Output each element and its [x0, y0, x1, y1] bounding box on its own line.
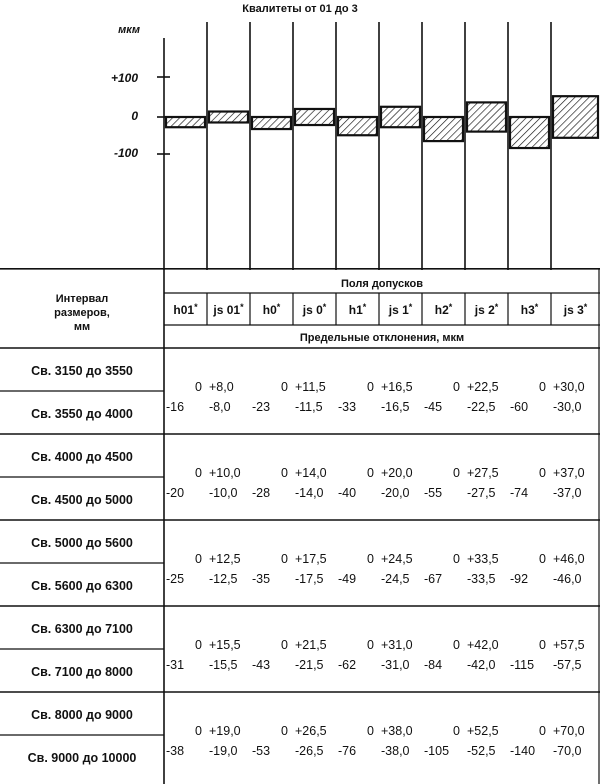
lower-deviation: -115 — [510, 658, 535, 672]
lower-deviation: -46,0 — [553, 572, 582, 586]
upper-deviation: +37,0 — [553, 466, 585, 480]
tolerance-bar — [510, 117, 549, 148]
column-header-star: * — [534, 302, 539, 312]
lower-deviation: -84 — [424, 658, 443, 672]
upper-deviation: 0 — [367, 466, 374, 480]
upper-deviation: 0 — [195, 638, 202, 652]
column-header — [388, 302, 413, 317]
range-label: Св. 8000 до 9000 — [31, 708, 133, 722]
interval-header-line3: мм — [73, 321, 91, 333]
column-header-name: js 1 — [388, 303, 409, 317]
upper-deviation: +22,5 — [467, 380, 499, 394]
upper-deviation: 0 — [195, 724, 202, 738]
lower-deviation: -8,0 — [209, 400, 231, 414]
lower-deviation: -27,5 — [467, 486, 496, 500]
lower-deviation: -26,5 — [295, 744, 324, 758]
upper-deviation: +17,5 — [295, 552, 327, 566]
lower-deviation: -30,0 — [553, 400, 582, 414]
table-body — [28, 302, 588, 765]
upper-deviation: +57,5 — [553, 638, 585, 652]
tolerance-bar — [252, 117, 291, 129]
lower-deviation: -38 — [166, 744, 185, 758]
upper-deviation: +11,5 — [295, 380, 326, 394]
column-header-name: h0 — [262, 303, 277, 317]
upper-deviation: +70,0 — [553, 724, 585, 738]
upper-deviation: 0 — [453, 724, 460, 738]
column-header-name: h01 — [173, 303, 195, 317]
lower-deviation: -33,5 — [467, 572, 496, 586]
upper-deviation: 0 — [281, 724, 288, 738]
lower-deviation: -25 — [166, 572, 185, 586]
column-header-name: h3 — [520, 303, 535, 317]
lower-deviation: -19,0 — [209, 744, 238, 758]
y-tick-minus100: -100 — [113, 146, 138, 160]
lower-deviation: -21,5 — [295, 658, 324, 672]
upper-deviation: +12,5 — [209, 552, 241, 566]
lower-deviation: -140 — [510, 744, 536, 758]
upper-deviation: +33,5 — [467, 552, 499, 566]
column-header — [302, 302, 327, 317]
lower-deviation: -24,5 — [381, 572, 410, 586]
upper-deviation: +31,0 — [381, 638, 413, 652]
interval-header — [54, 293, 110, 333]
upper-deviation: +26,5 — [295, 724, 327, 738]
upper-deviation: 0 — [195, 466, 202, 480]
lower-deviation: -20,0 — [381, 486, 410, 500]
upper-deviation: +14,0 — [295, 466, 327, 480]
lower-deviation: -67 — [424, 572, 443, 586]
lower-deviation: -42,0 — [467, 658, 496, 672]
column-header — [349, 302, 367, 317]
tolerance-bar — [553, 96, 598, 138]
lower-deviation: -53 — [252, 744, 271, 758]
column-header — [521, 302, 539, 317]
upper-deviation: +15,5 — [209, 638, 241, 652]
tolerance-bar — [424, 117, 463, 141]
upper-deviation: 0 — [367, 380, 374, 394]
lower-deviation: -17,5 — [295, 572, 324, 586]
range-label: Св. 4500 до 5000 — [31, 493, 133, 507]
upper-deviation: +27,5 — [467, 466, 499, 480]
tolerance-table — [0, 268, 600, 784]
lower-deviation: -105 — [424, 744, 450, 758]
chart-gridlines — [207, 22, 551, 270]
upper-deviation: +10,0 — [209, 466, 241, 480]
upper-deviation: 0 — [281, 466, 288, 480]
range-label: Св. 5600 до 6300 — [31, 579, 133, 593]
lower-deviation: -16,5 — [381, 400, 410, 414]
upper-deviation: 0 — [539, 466, 546, 480]
column-header-star: * — [276, 302, 281, 312]
column-header-name: js 01 — [213, 303, 241, 317]
upper-deviation: +21,5 — [295, 638, 327, 652]
column-header — [173, 302, 198, 317]
upper-deviation: 0 — [281, 552, 288, 566]
lower-deviation: -35 — [252, 572, 271, 586]
tolerance-bar — [209, 112, 248, 123]
tolerance-bar — [338, 117, 377, 135]
column-header-name: h1 — [348, 303, 363, 317]
y-axis-unit: мкм — [118, 24, 140, 36]
lower-deviation: -11,5 — [295, 400, 323, 414]
lower-deviation: -10,0 — [209, 486, 238, 500]
upper-deviation: +30,0 — [553, 380, 585, 394]
upper-deviation: +16,5 — [381, 380, 413, 394]
range-label: Св. 7100 до 8000 — [31, 665, 133, 679]
range-label: Св. 3550 до 4000 — [31, 407, 133, 421]
upper-deviation: 0 — [539, 638, 546, 652]
column-header-star: * — [194, 302, 198, 312]
chart-title: Квалитеты от 01 до 3 — [242, 3, 358, 15]
lower-deviation: -20 — [166, 486, 185, 500]
deviations-header: Предельные отклонения, мкм — [299, 332, 465, 344]
lower-deviation: -62 — [338, 658, 357, 672]
column-header-name: js 2 — [474, 303, 495, 317]
range-label: Св. 4000 до 4500 — [31, 450, 133, 464]
lower-deviation: -37,0 — [553, 486, 582, 500]
lower-deviation: -22,5 — [467, 400, 496, 414]
tolerance-bar — [166, 117, 205, 127]
upper-deviation: +52,5 — [467, 724, 499, 738]
upper-deviation: +19,0 — [209, 724, 241, 738]
upper-deviation: +38,0 — [381, 724, 413, 738]
column-header-star: * — [583, 302, 588, 312]
lower-deviation: -16 — [166, 400, 185, 414]
upper-deviation: 0 — [367, 552, 374, 566]
fields-header: Поля допусков — [341, 278, 423, 290]
upper-deviation: 0 — [539, 724, 546, 738]
upper-deviation: 0 — [195, 552, 202, 566]
column-header-name: h2 — [434, 303, 449, 317]
upper-deviation: 0 — [281, 638, 288, 652]
lower-deviation: -92 — [510, 572, 529, 586]
lower-deviation: -28 — [252, 486, 271, 500]
upper-deviation: 0 — [281, 380, 288, 394]
lower-deviation: -38,0 — [381, 744, 410, 758]
tolerance-bar — [295, 109, 334, 125]
upper-deviation: +24,5 — [381, 552, 413, 566]
range-label: Св. 9000 до 10000 — [27, 751, 137, 765]
tolerance-bar — [381, 107, 420, 127]
upper-deviation: 0 — [453, 380, 460, 394]
lower-deviation: -60 — [510, 400, 529, 414]
column-header-star: * — [494, 302, 499, 312]
upper-deviation: 0 — [367, 638, 374, 652]
lower-deviation: -74 — [510, 486, 529, 500]
range-label: Св. 5000 до 5600 — [31, 536, 133, 550]
lower-deviation: -12,5 — [209, 572, 238, 586]
column-header-star: * — [408, 302, 413, 312]
range-label: Св. 3150 до 3550 — [31, 364, 133, 378]
column-header — [474, 302, 499, 317]
lower-deviation: -70,0 — [553, 744, 582, 758]
lower-deviation: -40 — [338, 486, 357, 500]
lower-deviation: -14,0 — [295, 486, 324, 500]
lower-deviation: -49 — [338, 572, 357, 586]
upper-deviation: 0 — [539, 552, 546, 566]
column-header — [563, 302, 588, 317]
lower-deviation: -43 — [252, 658, 271, 672]
y-tick-plus100: +100 — [110, 71, 138, 85]
column-header-star: * — [448, 302, 453, 312]
upper-deviation: 0 — [453, 466, 460, 480]
lower-deviation: -45 — [424, 400, 443, 414]
column-header-star: * — [322, 302, 327, 312]
upper-deviation: 0 — [367, 724, 374, 738]
upper-deviation: 0 — [453, 638, 460, 652]
upper-deviation: +42,0 — [467, 638, 499, 652]
column-header — [435, 302, 453, 317]
upper-deviation: 0 — [539, 380, 546, 394]
lower-deviation: -15,5 — [209, 658, 238, 672]
column-header-star: * — [362, 302, 367, 312]
column-header-name: js 3 — [563, 303, 584, 317]
column-header-star: * — [240, 302, 244, 312]
interval-header-line1: Интервал — [55, 293, 109, 305]
table-grid — [0, 268, 600, 784]
lower-deviation: -55 — [424, 486, 443, 500]
upper-deviation: +20,0 — [381, 466, 413, 480]
column-header — [212, 302, 244, 317]
upper-deviation: +8,0 — [209, 380, 234, 394]
lower-deviation: -57,5 — [553, 658, 582, 672]
lower-deviation: -31,0 — [381, 658, 410, 672]
lower-deviation: -52,5 — [467, 744, 496, 758]
lower-deviation: -23 — [252, 400, 271, 414]
lower-deviation: -31 — [166, 658, 185, 672]
range-label: Св. 6300 до 7100 — [31, 622, 133, 636]
lower-deviation: -76 — [338, 744, 357, 758]
y-tick-zero: 0 — [131, 109, 138, 123]
column-header-name: js 0 — [302, 303, 323, 317]
tolerance-bar — [467, 102, 506, 131]
lower-deviation: -33 — [338, 400, 357, 414]
tolerance-chart — [0, 0, 600, 270]
column-header — [263, 302, 281, 317]
interval-header-line2: размеров, — [54, 307, 110, 319]
upper-deviation: +46,0 — [553, 552, 585, 566]
tolerance-bars — [166, 96, 598, 148]
upper-deviation: 0 — [453, 552, 460, 566]
upper-deviation: 0 — [195, 380, 202, 394]
